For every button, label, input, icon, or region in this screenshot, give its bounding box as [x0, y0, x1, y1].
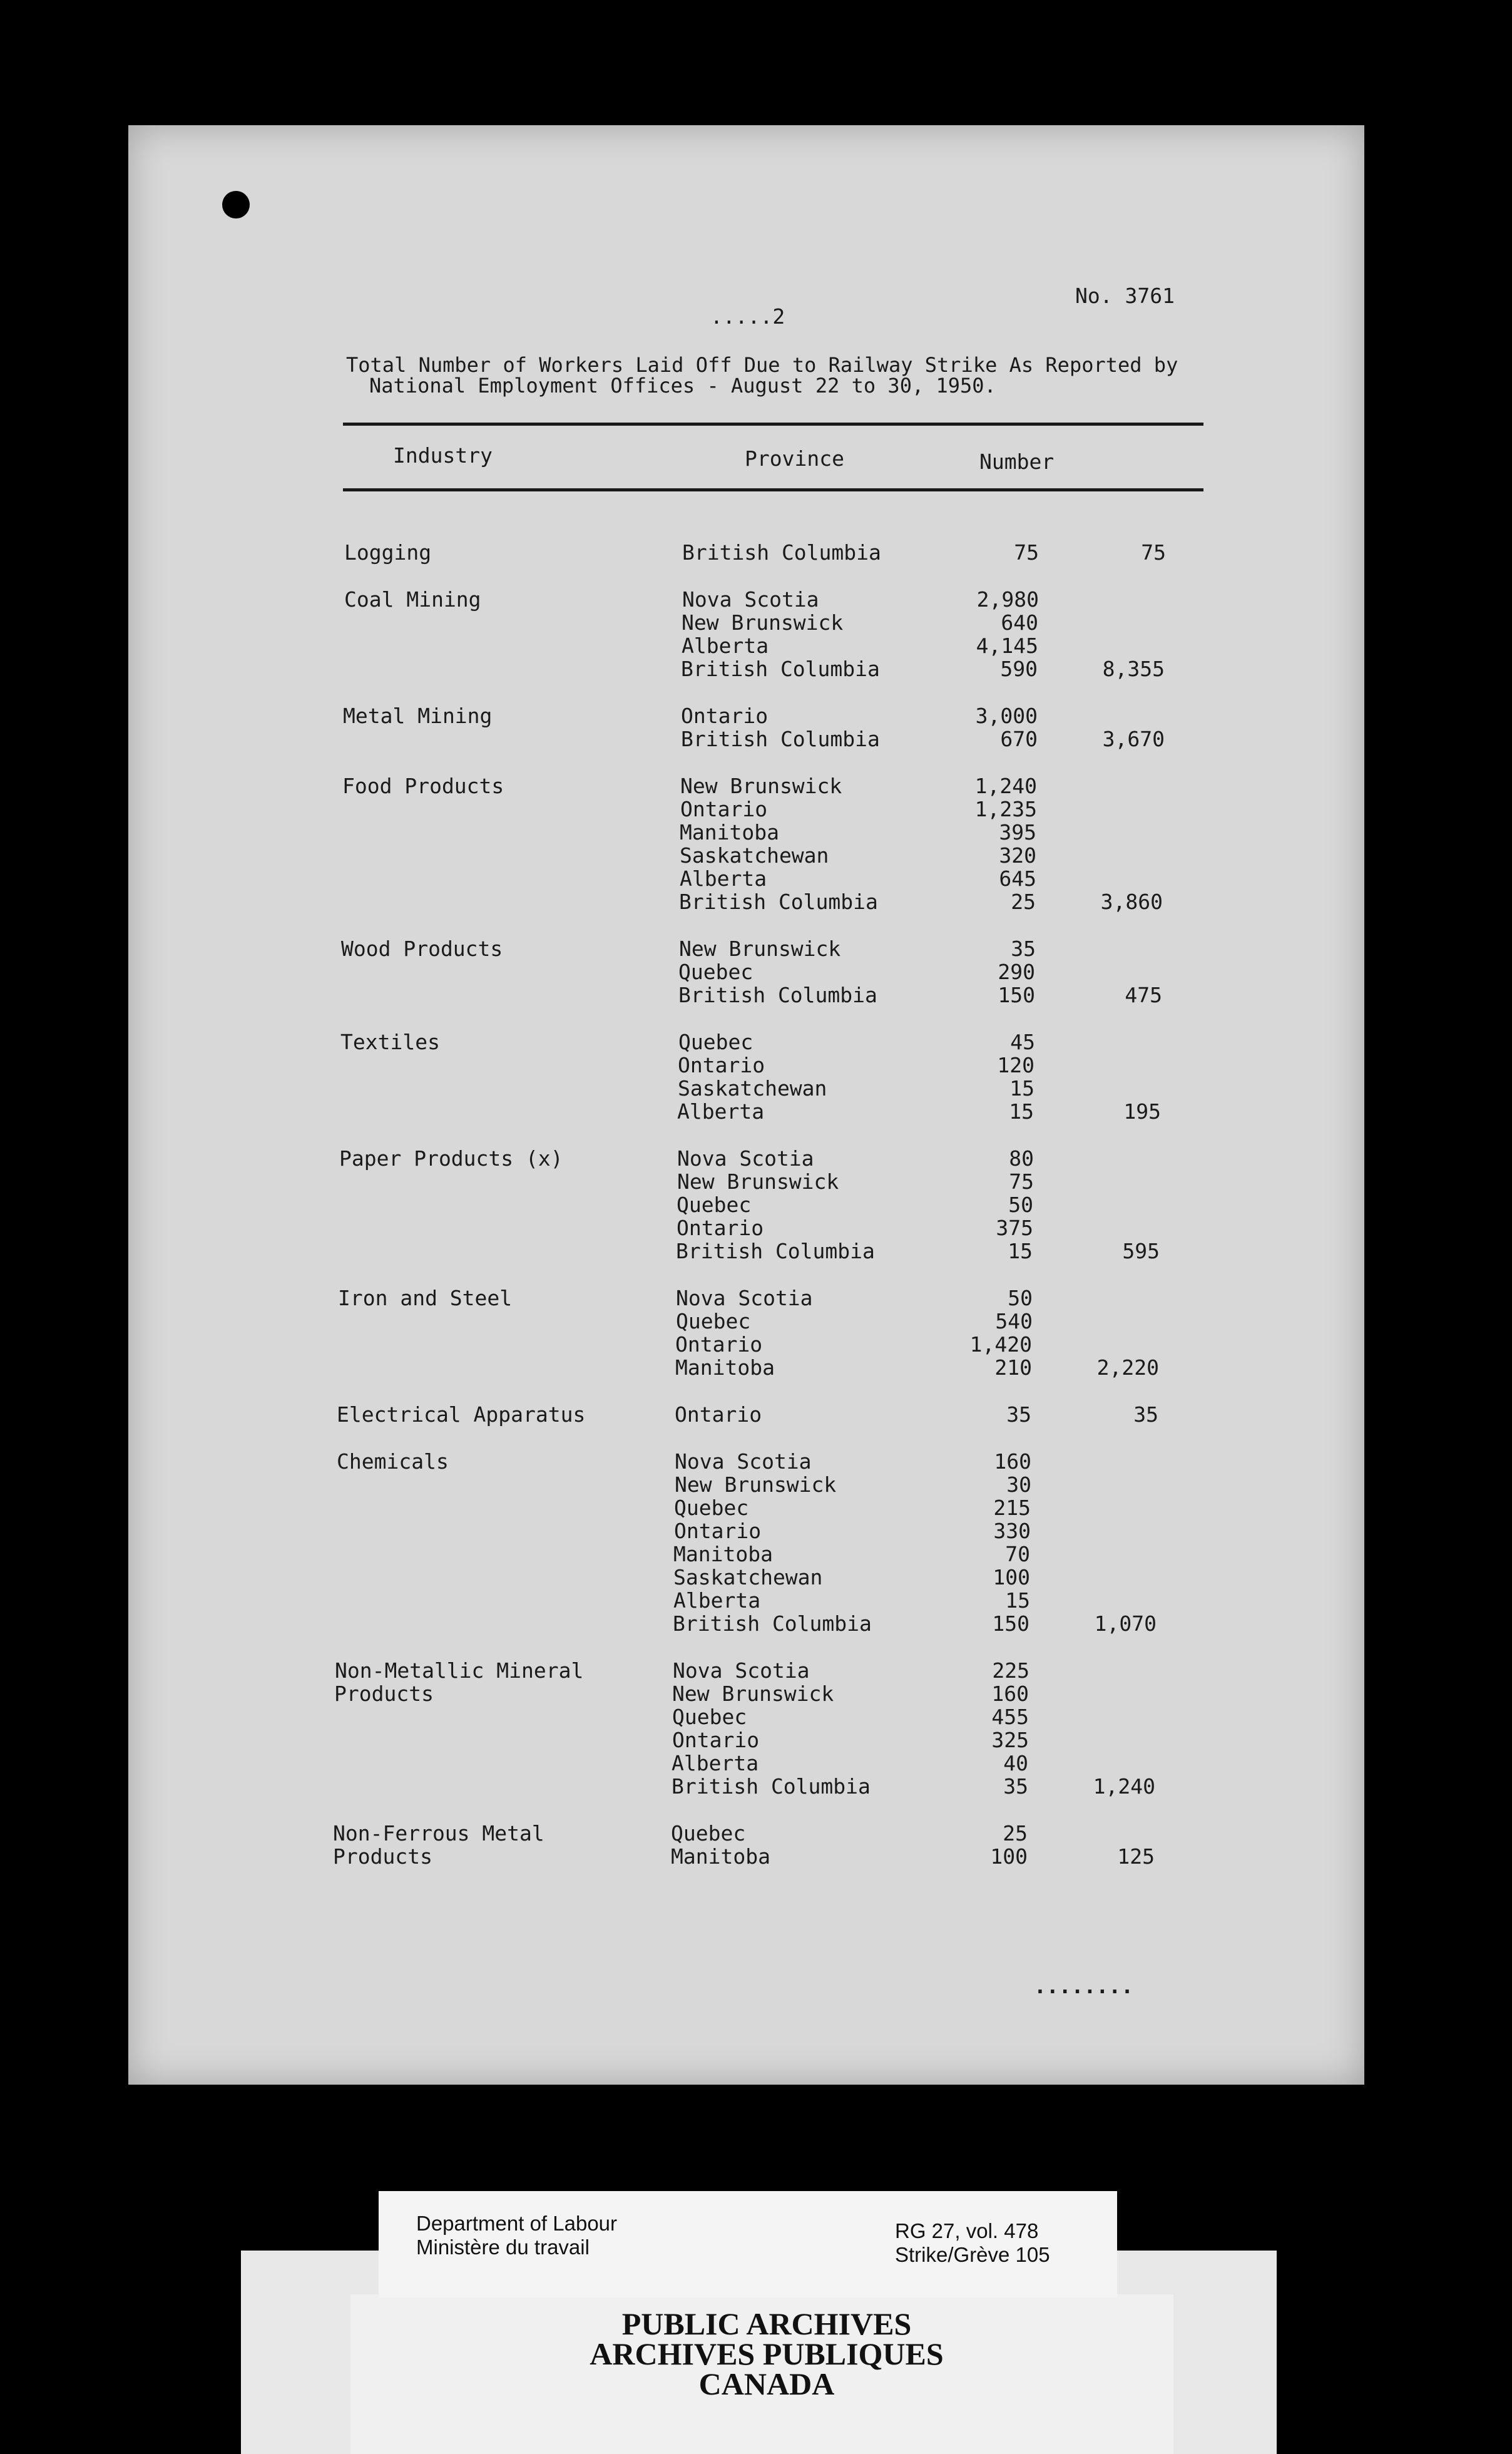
header-province: Province [745, 446, 844, 471]
province-cell: Nova Scotia [676, 1286, 813, 1310]
province-cell: Ontario [680, 797, 768, 821]
province-cell: Quebec [672, 1705, 747, 1729]
province-cell: Alberta [677, 1099, 765, 1124]
province-cell: Saskatchewan [673, 1565, 823, 1589]
number-cell: 40 [1003, 1751, 1028, 1775]
punch-hole [222, 191, 250, 218]
label-reference-volume: RG 27, vol. 478 [895, 2219, 1039, 2242]
header-rule-bottom [343, 488, 1203, 491]
number-cell: 35 [1006, 1402, 1031, 1427]
province-cell: Quebec [678, 1030, 753, 1054]
number-cell: 150 [998, 983, 1035, 1007]
industry-cell: Coal Mining [344, 587, 481, 612]
number-cell: 645 [999, 866, 1036, 891]
province-cell: Quebec [678, 960, 753, 984]
number-cell: 25 [1003, 1821, 1028, 1846]
province-cell: New Brunswick [682, 610, 844, 635]
province-cell: Quebec [676, 1309, 751, 1333]
number-cell: 590 [1000, 657, 1038, 681]
number-cell: 160 [991, 1681, 1029, 1706]
industry-cell: Metal Mining [343, 704, 493, 728]
industry-cell: Textiles [340, 1030, 440, 1054]
number-cell: 50 [1008, 1286, 1033, 1310]
province-cell: Alberta [672, 1751, 759, 1775]
total-cell: 595 [1122, 1239, 1160, 1263]
number-cell: 1,235 [974, 797, 1037, 821]
number-cell: 100 [990, 1844, 1028, 1869]
number-cell: 3,000 [975, 704, 1038, 728]
stamp-line-1: PUBLIC ARCHIVES [621, 2306, 912, 2341]
number-cell: 330 [993, 1519, 1031, 1543]
province-cell: Manitoba [673, 1542, 773, 1566]
total-cell: 8,355 [1102, 657, 1165, 681]
title-line-2: National Employment Offices - August 22 to 30, 1950. [369, 374, 996, 398]
province-cell: British Columbia [681, 727, 880, 751]
total-cell: 125 [1117, 1844, 1155, 1869]
total-cell: 2,220 [1096, 1355, 1159, 1380]
header-rule-top [343, 423, 1203, 426]
number-cell: 540 [995, 1309, 1033, 1333]
province-cell: Ontario [675, 1332, 763, 1357]
number-cell: 15 [1009, 1076, 1034, 1101]
province-cell: Manitoba [680, 820, 779, 845]
number-cell: 15 [1009, 1099, 1034, 1124]
province-cell: Quebec [677, 1193, 752, 1217]
total-cell: 3,860 [1100, 890, 1163, 914]
total-cell: 195 [1123, 1099, 1161, 1124]
province-cell: New Brunswick [675, 1472, 837, 1497]
total-cell: 75 [1141, 540, 1166, 565]
province-cell: New Brunswick [677, 1169, 839, 1194]
number-cell: 290 [998, 960, 1035, 984]
province-cell: Saskatchewan [680, 843, 829, 868]
number-cell: 375 [996, 1216, 1033, 1240]
industry-cell: Paper Products (x) [339, 1146, 563, 1171]
province-cell: British Columbia [681, 657, 880, 681]
province-cell: New Brunswick [672, 1681, 834, 1706]
number-cell: 150 [992, 1611, 1029, 1636]
province-cell: Alberta [680, 866, 767, 891]
page-marker: .....2 [710, 304, 785, 329]
province-cell: British Columbia [679, 890, 878, 914]
industry-cell: Non-Ferrous Metal [333, 1821, 544, 1846]
province-cell: Saskatchewan [678, 1076, 827, 1101]
number-cell: 15 [1008, 1239, 1033, 1263]
province-cell: Alberta [673, 1588, 761, 1613]
number-cell: 75 [1009, 1169, 1034, 1194]
province-cell: Ontario [675, 1402, 762, 1427]
industry-cell: Logging [344, 540, 432, 565]
province-cell: Ontario [677, 1216, 764, 1240]
total-cell: 1,240 [1093, 1774, 1155, 1799]
number-cell: 4,145 [976, 634, 1038, 658]
total-cell: 1,070 [1094, 1611, 1157, 1636]
number-cell: 1,420 [969, 1332, 1032, 1357]
province-cell: Ontario [672, 1728, 760, 1752]
number-cell: 325 [991, 1728, 1029, 1752]
number-cell: 1,240 [974, 774, 1037, 798]
province-cell: Nova Scotia [677, 1146, 814, 1171]
number-cell: 100 [993, 1565, 1030, 1589]
province-cell: Ontario [678, 1053, 765, 1077]
province-cell: Alberta [682, 634, 769, 658]
number-cell: 35 [1011, 937, 1036, 961]
industry-cell: Products [334, 1681, 434, 1706]
province-cell: Ontario [674, 1519, 762, 1543]
province-cell: British Columbia [672, 1774, 871, 1799]
industry-cell: Food Products [342, 774, 504, 798]
number-cell: 25 [1011, 890, 1036, 914]
number-cell: 320 [999, 843, 1036, 868]
number-cell: 2,980 [976, 587, 1039, 612]
number-cell: 215 [993, 1496, 1031, 1520]
number-cell: 75 [1014, 540, 1039, 565]
province-cell: Quebec [674, 1496, 749, 1520]
industry-cell: Wood Products [341, 937, 503, 961]
title-line-1: Total Number of Workers Laid Off Due to Railway Strike As Reported by [346, 353, 1178, 377]
number-cell: 80 [1009, 1146, 1034, 1171]
number-cell: 160 [994, 1449, 1031, 1474]
province-cell: New Brunswick [680, 774, 842, 798]
label-dept-fr: Ministère du travail [416, 2236, 590, 2259]
number-cell: 395 [999, 820, 1036, 845]
total-cell: 475 [1125, 983, 1162, 1007]
province-cell: Manitoba [675, 1355, 775, 1380]
number-cell: 50 [1008, 1193, 1033, 1217]
province-cell: British Columbia [678, 983, 877, 1007]
province-cell: Manitoba [671, 1844, 770, 1869]
province-cell: British Columbia [676, 1239, 875, 1263]
province-cell: Nova Scotia [675, 1449, 812, 1474]
stamp-line-2: ARCHIVES PUBLIQUES [590, 2336, 944, 2371]
number-cell: 210 [994, 1355, 1032, 1380]
continuation-dots: ........ [1034, 1974, 1133, 1998]
province-cell: British Columbia [673, 1611, 872, 1636]
number-cell: 670 [1000, 727, 1038, 751]
number-cell: 30 [1006, 1472, 1031, 1497]
header-number: Number [979, 449, 1055, 474]
number-cell: 455 [991, 1705, 1029, 1729]
number-cell: 640 [1001, 610, 1038, 635]
province-cell: New Brunswick [679, 937, 841, 961]
province-cell: British Columbia [682, 540, 881, 565]
document-number: No. 3761 [1075, 284, 1175, 308]
industry-cell: Non-Metallic Mineral [335, 1658, 584, 1683]
total-cell: 35 [1133, 1402, 1158, 1427]
number-cell: 35 [1003, 1774, 1028, 1799]
industry-cell: Products [333, 1844, 432, 1869]
number-cell: 15 [1005, 1588, 1030, 1613]
number-cell: 70 [1005, 1542, 1030, 1566]
header-industry: Industry [393, 443, 493, 468]
province-cell: Nova Scotia [673, 1658, 810, 1683]
province-cell: Ontario [681, 704, 769, 728]
province-cell: Quebec [671, 1821, 746, 1846]
industry-cell: Electrical Apparatus [337, 1402, 586, 1427]
industry-cell: Chemicals [337, 1449, 449, 1474]
label-reference-strike: Strike/Grève 105 [895, 2243, 1050, 2266]
number-cell: 225 [992, 1658, 1029, 1683]
number-cell: 45 [1010, 1030, 1035, 1054]
stamp-line-3: CANADA [698, 2366, 835, 2401]
label-dept-en: Department of Labour [416, 2212, 618, 2235]
province-cell: Nova Scotia [682, 587, 819, 612]
industry-cell: Iron and Steel [338, 1286, 513, 1310]
number-cell: 120 [997, 1053, 1034, 1077]
total-cell: 3,670 [1102, 727, 1165, 751]
